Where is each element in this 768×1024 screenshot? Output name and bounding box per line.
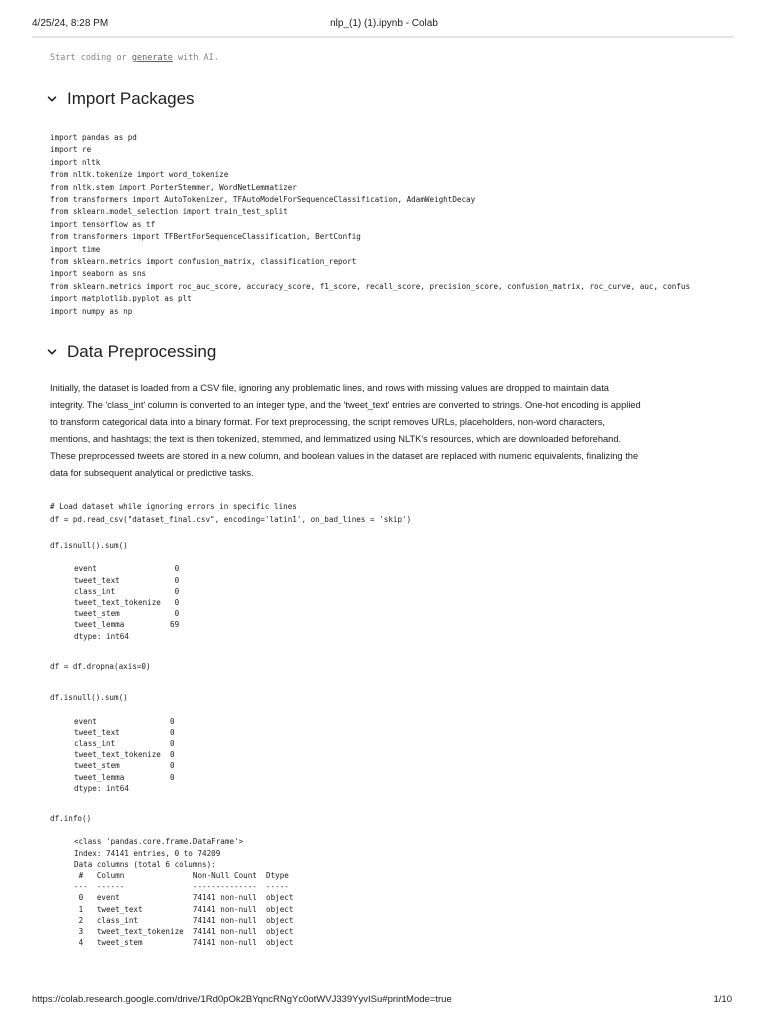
code-line: import seaborn as sns [50, 269, 147, 279]
code-line: from sklearn.model_selection import train_test_split [50, 207, 288, 217]
output-line: # Column Non-Null Count Dtype [74, 870, 289, 880]
chevron-down-icon[interactable] [45, 92, 59, 106]
page-number: 1/10 [713, 994, 732, 1005]
output-line: tweet_text 0 [74, 727, 175, 737]
output-line: event 0 [74, 716, 175, 726]
code-line: import numpy as np [50, 306, 133, 316]
code-line: import time [50, 244, 101, 254]
output-line: Index: 74141 entries, 0 to 74209 [74, 848, 221, 858]
cell-output-info [74, 836, 740, 948]
section-import-packages[interactable] [50, 87, 740, 113]
code-line: df = pd.read_csv("dataset_final.csv", encoding='latin1', on_bad_lines = 'skip') [50, 514, 412, 524]
code-cell-info[interactable]: df.info() [50, 813, 92, 823]
output-line: dtype: int64 [74, 631, 129, 641]
code-line: # Load dataset while ignoring errors in specific lines [50, 502, 297, 512]
output-line: class_int 0 [74, 738, 175, 748]
output-line: tweet_text_tokenize 0 [74, 750, 175, 760]
paragraph-line: Initially, the dataset is loaded from a CSV file, ignoring any problematic lines, and rows with missing values are dropped to maintain data [50, 383, 609, 394]
output-line: 2 class_int 74141 non-null object [74, 915, 294, 925]
empty-cell-hint[interactable]: Start coding or generate with AI. [50, 53, 219, 63]
code-line: from transformers import AutoTokenizer, TFAutoModelForSequenceClassification, AdamWeightDecay [50, 195, 476, 205]
code-line: from transformers import TFBertForSequenceClassification, BertConfig [50, 232, 361, 242]
markdown-cell-description [50, 380, 740, 482]
code-cell-isnull[interactable]: df.isnull().sum() [50, 540, 128, 550]
paragraph-line: to transform categorical data into a binary format. For text preprocessing, the script removes URLs, placeholders, non-word characters, [50, 417, 605, 428]
header-divider [32, 36, 734, 38]
code-line: from nltk.stem import PorterStemmer, WordNetLemmatizer [50, 182, 297, 192]
output-line: 3 tweet_text_tokenize 74141 non-null object [74, 927, 294, 936]
code-cell-dropna[interactable]: df = df.dropna(axis=0) [50, 661, 151, 671]
paragraph-line: data for subsequent analytical or predictive tasks. [50, 468, 254, 479]
code-line: import pandas as pd [50, 133, 137, 142]
code-cell-isnull[interactable]: df.isnull().sum() [50, 693, 128, 703]
print-title: nlp_(1) (1).ipynb - Colab [330, 18, 438, 29]
output-line: class_int 0 [74, 586, 180, 596]
output-line: --- ------ -------------- ----- [74, 882, 289, 892]
code-cell-load-dataset[interactable] [50, 501, 740, 526]
code-line: import matplotlib.pyplot as plt [50, 294, 192, 304]
code-line: import nltk [50, 157, 101, 167]
code-line: from sklearn.metrics import confusion_matrix, classification_report [50, 257, 357, 267]
section-data-preprocessing[interactable] [50, 340, 740, 366]
paragraph-line: mentions, and hashtags; the text is then tokenized, stemmed, and lemmatized using NLTK's resources, which are downloaded beforehand. [50, 434, 622, 445]
output-line: tweet_stem 0 [74, 609, 180, 619]
paragraph-line: integrity. The 'class_int' column is converted to an integer type, and the 'tweet_text' entries are converted to strings. One-hot encoding is applied [50, 400, 641, 411]
output-line: event 0 [74, 564, 180, 574]
cell-output-isnull [74, 716, 740, 794]
output-line: 0 event 74141 non-null object [74, 893, 294, 903]
output-line: <class 'pandas.core.frame.DataFrame'> [74, 837, 244, 847]
print-header [32, 18, 736, 32]
print-url[interactable]: https://colab.research.google.com/drive/1Rd0pOk2BYqncRNgYc0otWVJ339YyvISu#printMode=true [32, 994, 452, 1005]
code-line: from sklearn.metrics import roc_auc_score, accuracy_score, f1_score, recall_score, precision_score, confusion_matrix, roc_curve, auc, confus [50, 281, 691, 291]
chevron-down-icon[interactable] [45, 345, 59, 359]
output-line: tweet_text 0 [74, 575, 180, 585]
output-line: tweet_lemma 0 [74, 772, 175, 782]
code-line: import tensorflow as tf [50, 219, 156, 229]
code-cell-imports[interactable] [50, 132, 740, 318]
code-line: import re [50, 145, 92, 155]
code-line: from nltk.tokenize import word_tokenize [50, 170, 229, 180]
output-line: tweet_lemma 69 [74, 620, 180, 630]
output-line: Data columns (total 6 columns): [74, 859, 216, 869]
paragraph-line: These preprocessed tweets are stored in a new column, and boolean values in the dataset are replaced with numeric equivalents, finalizing the [50, 451, 639, 462]
output-line: tweet_stem 0 [74, 761, 175, 771]
output-line: tweet_text_tokenize 0 [74, 597, 180, 607]
section-title: Import Packages [67, 89, 195, 108]
output-line: 1 tweet_text 74141 non-null object [74, 904, 294, 914]
section-title: Data Preprocessing [67, 342, 217, 362]
cell-output-isnull [74, 563, 740, 641]
print-date: 4/25/24, 8:28 PM [32, 18, 109, 29]
print-footer [32, 994, 736, 1008]
output-line: dtype: int64 [74, 783, 129, 793]
notebook-content [50, 52, 740, 948]
output-line: 4 tweet_stem 74141 non-null object [74, 938, 294, 948]
generate-link[interactable]: generate [131, 53, 173, 63]
